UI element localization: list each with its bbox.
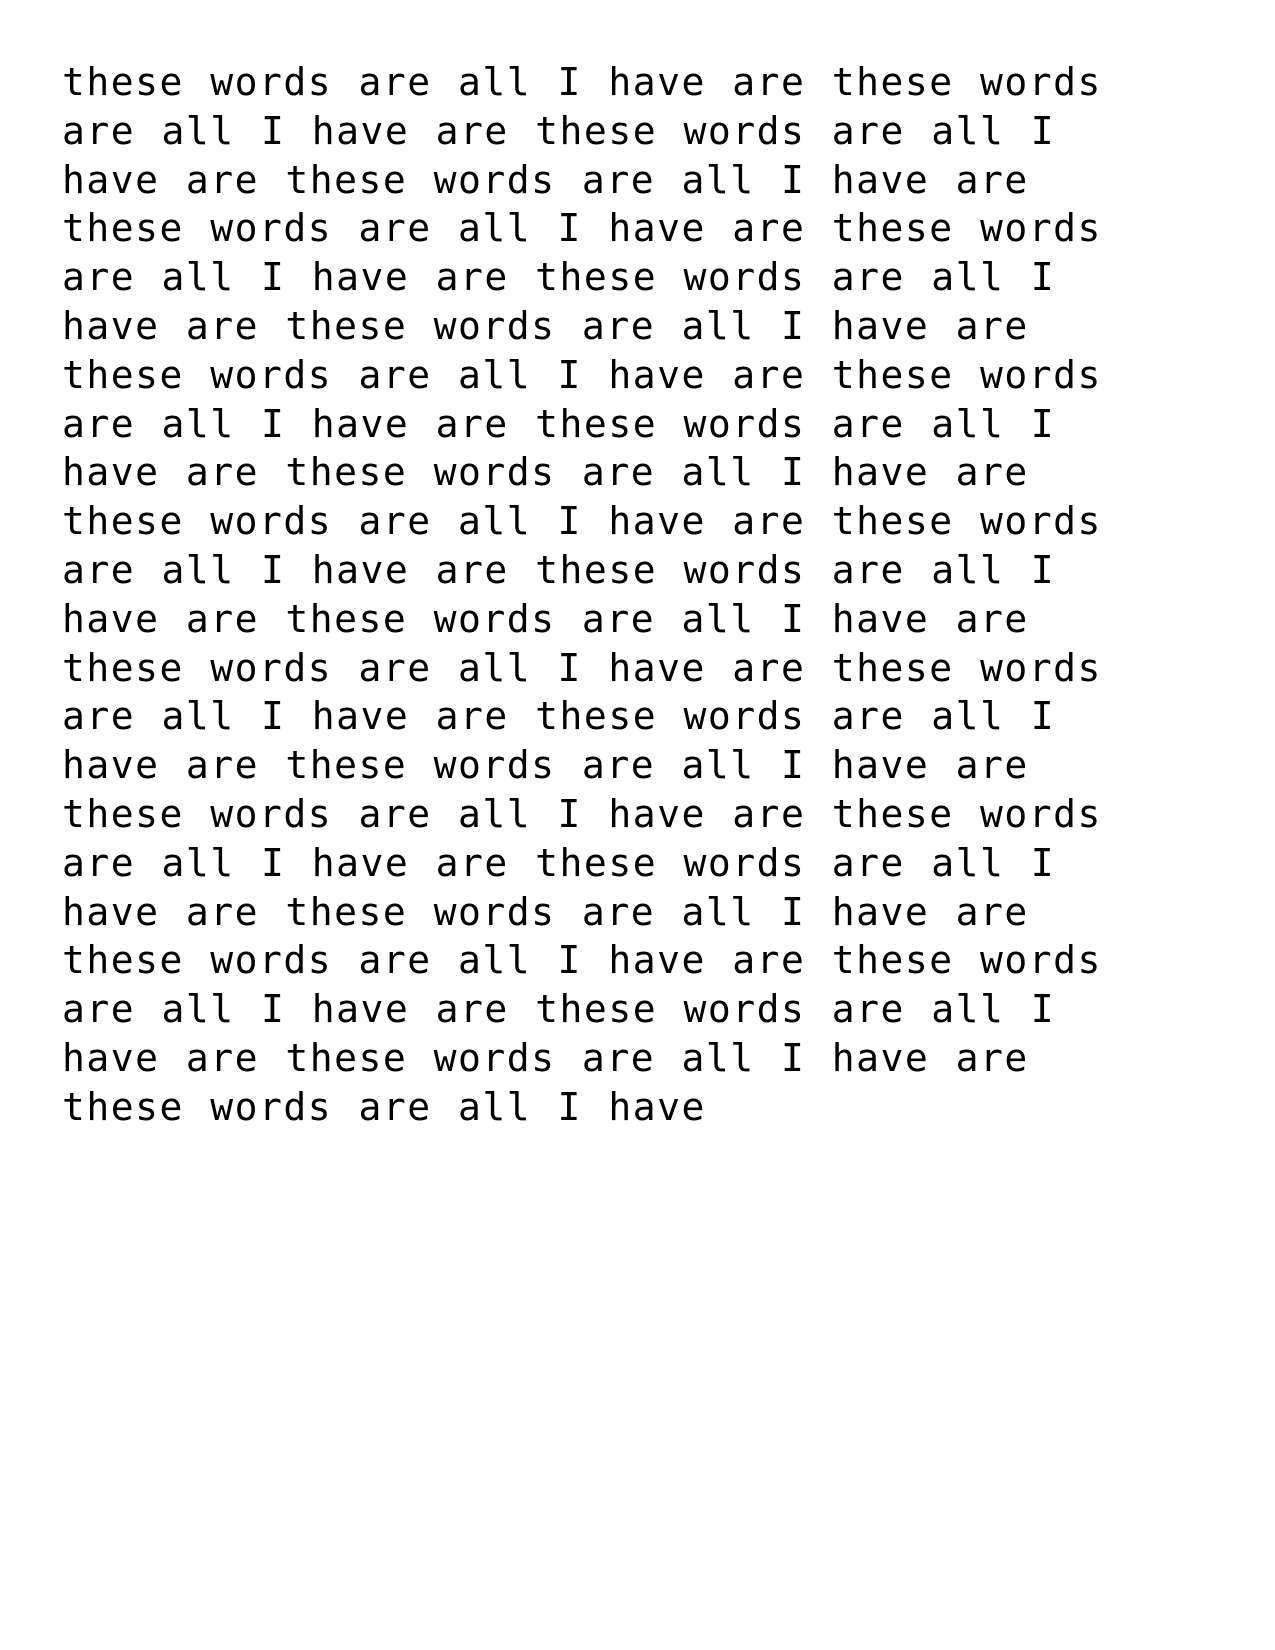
- body-text: these words are all I have are these words are all I have are these words are all I have are these words are all I have are these words are all I have are these words are all I have are these words are all I have are these words are all I have are these words are all I have are these words are all I have are these words are all I have are these words are all I have are these words are all I have are these words are all I have are these words are all I have are these words are all I have are these words are all I have are these words are all I have are these words are all I have are these words are all I have are these words are all I have are these words are all I have are these words are all I have are these words are all I have are these words are all I have are these words are all I have are these words are all I have are these words are all I have are these words are all I have: [62, 60, 1129, 1129]
